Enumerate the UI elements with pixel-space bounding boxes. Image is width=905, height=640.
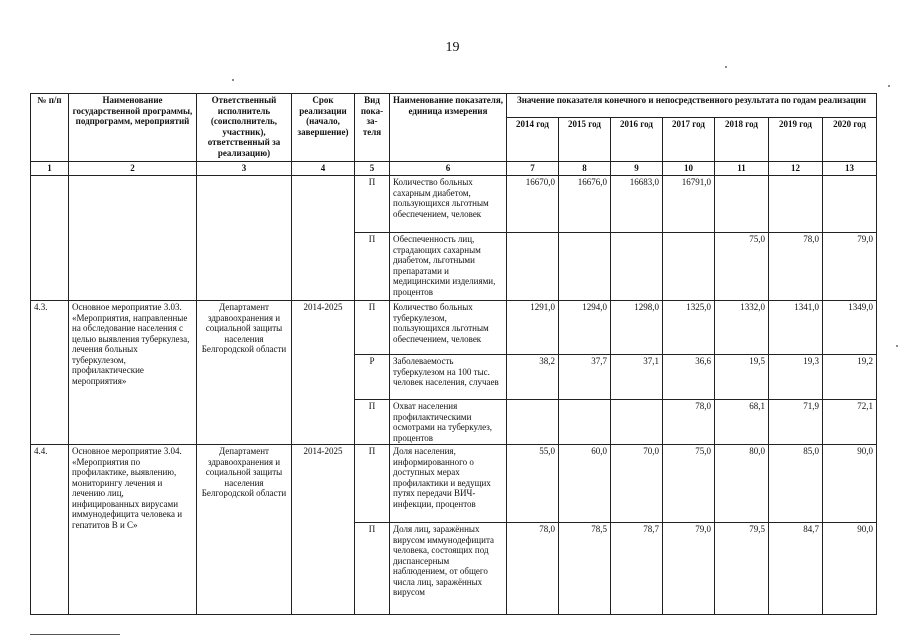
row-kind: П bbox=[355, 523, 390, 615]
header-year: 2015 год bbox=[559, 118, 611, 162]
row-value: 1325,0 bbox=[663, 301, 715, 355]
row-value: 55,0 bbox=[507, 445, 559, 523]
column-number: 8 bbox=[559, 162, 611, 176]
row-value bbox=[559, 400, 611, 445]
header-year: 2017 год bbox=[663, 118, 715, 162]
column-number: 1 bbox=[31, 162, 69, 176]
row-indicator: Заболеваемость туберкулезом на 100 тыс. человек населения, случаев bbox=[390, 355, 507, 400]
row-kind: П bbox=[355, 233, 390, 301]
row-exec bbox=[197, 176, 292, 301]
header-term: Срок реализации (начало, завершение) bbox=[292, 94, 355, 162]
row-value: 78,0 bbox=[769, 233, 823, 301]
row-value bbox=[823, 176, 877, 233]
row-value: 90,0 bbox=[823, 445, 877, 523]
row-value bbox=[663, 233, 715, 301]
row-value: 1341,0 bbox=[769, 301, 823, 355]
row-value: 38,2 bbox=[507, 355, 559, 400]
row-value bbox=[507, 400, 559, 445]
row-indicator: Доля лиц, заражённых вирусом иммунодефицита человека, состоящих под диспансерным наблюдением, от общего числа лиц, заражённых вирусом bbox=[390, 523, 507, 615]
scan-speck bbox=[725, 66, 727, 68]
table-row bbox=[31, 445, 877, 523]
row-value bbox=[559, 233, 611, 301]
column-number: 9 bbox=[611, 162, 663, 176]
column-number: 5 bbox=[355, 162, 390, 176]
row-exec: Департамент здравоохранения и социальной защиты населения Белгородской области bbox=[197, 301, 292, 445]
row-value: 37,7 bbox=[559, 355, 611, 400]
row-value: 1291,0 bbox=[507, 301, 559, 355]
row-value: 79,0 bbox=[823, 233, 877, 301]
row-kind: Р bbox=[355, 355, 390, 400]
row-kind: П bbox=[355, 301, 390, 355]
row-num bbox=[31, 176, 69, 301]
row-value: 1298,0 bbox=[611, 301, 663, 355]
row-value bbox=[611, 400, 663, 445]
row-kind: П bbox=[355, 445, 390, 523]
row-indicator: Доля населения, информированного о доступных мерах профилактики и ведущих путях передачи ВИЧ-инфекции, процентов bbox=[390, 445, 507, 523]
row-value: 84,7 bbox=[769, 523, 823, 615]
column-number: 3 bbox=[197, 162, 292, 176]
table-row bbox=[31, 176, 877, 233]
row-value: 19,3 bbox=[769, 355, 823, 400]
row-value: 70,0 bbox=[611, 445, 663, 523]
row-name bbox=[69, 176, 197, 301]
row-value: 1294,0 bbox=[559, 301, 611, 355]
header-values-group: Значение показателя конечного и непосредственного результата по годам реализации bbox=[507, 94, 877, 118]
row-value: 79,5 bbox=[715, 523, 769, 615]
row-value: 37,1 bbox=[611, 355, 663, 400]
column-number: 13 bbox=[823, 162, 877, 176]
table-row bbox=[31, 301, 877, 355]
row-indicator: Количество больных сахарным диабетом, пользующихся льготным обеспечением, человек bbox=[390, 176, 507, 233]
row-num: 4.3. bbox=[31, 301, 69, 445]
row-value: 78,0 bbox=[507, 523, 559, 615]
scan-speck bbox=[232, 79, 234, 81]
row-value: 75,0 bbox=[715, 233, 769, 301]
row-value: 79,0 bbox=[663, 523, 715, 615]
header-year: 2019 год bbox=[769, 118, 823, 162]
header-year: 2016 год bbox=[611, 118, 663, 162]
scan-speck bbox=[896, 345, 898, 347]
row-value: 1349,0 bbox=[823, 301, 877, 355]
column-number: 6 bbox=[390, 162, 507, 176]
row-value: 16676,0 bbox=[559, 176, 611, 233]
row-value: 72,1 bbox=[823, 400, 877, 445]
row-value: 90,0 bbox=[823, 523, 877, 615]
row-value: 85,0 bbox=[769, 445, 823, 523]
header-year: 2014 год bbox=[507, 118, 559, 162]
header-num: № п/п bbox=[31, 94, 69, 162]
header-indicator: Наименование показателя, единица измерения bbox=[390, 94, 507, 162]
row-value: 75,0 bbox=[663, 445, 715, 523]
row-value: 16683,0 bbox=[611, 176, 663, 233]
row-term: 2014-2025 bbox=[292, 445, 355, 615]
header-kind: Вид пока-за-теля bbox=[355, 94, 390, 162]
row-value: 71,9 bbox=[769, 400, 823, 445]
row-value: 19,2 bbox=[823, 355, 877, 400]
row-value: 78,5 bbox=[559, 523, 611, 615]
row-exec: Департамент здравоохранения и социальной защиты населения Белгородской области bbox=[197, 445, 292, 615]
row-value: 78,0 bbox=[663, 400, 715, 445]
row-num: 4.4. bbox=[31, 445, 69, 615]
column-number: 7 bbox=[507, 162, 559, 176]
row-value: 19,5 bbox=[715, 355, 769, 400]
row-value: 36,6 bbox=[663, 355, 715, 400]
row-value bbox=[611, 233, 663, 301]
row-value bbox=[715, 176, 769, 233]
header-year: 2020 год bbox=[823, 118, 877, 162]
scan-speck bbox=[888, 85, 890, 87]
row-value bbox=[769, 176, 823, 233]
row-indicator: Количество больных туберкулезом, пользующихся льготным обеспечением, человек bbox=[390, 301, 507, 355]
row-value: 16670,0 bbox=[507, 176, 559, 233]
row-value: 78,7 bbox=[611, 523, 663, 615]
program-table bbox=[30, 93, 877, 615]
row-value: 16791,0 bbox=[663, 176, 715, 233]
row-term: 2014-2025 bbox=[292, 301, 355, 445]
row-term bbox=[292, 176, 355, 301]
row-value: 68,1 bbox=[715, 400, 769, 445]
row-value: 1332,0 bbox=[715, 301, 769, 355]
row-indicator: Обеспеченность лиц, страдающих сахарным диабетом, льготными препаратами и медицинскими изделиями, процентов bbox=[390, 233, 507, 301]
row-value: 60,0 bbox=[559, 445, 611, 523]
footnote-rule bbox=[30, 634, 120, 635]
row-name: Основное мероприятие 3.03. «Мероприятия, направленные на обследование населения с целью выявления туберкулеза, лечения больных туберкулезом, профилактические мероприятия» bbox=[69, 301, 197, 445]
column-number: 10 bbox=[663, 162, 715, 176]
column-number: 4 bbox=[292, 162, 355, 176]
row-name: Основное мероприятие 3.04. «Мероприятия по профилактике, выявлению, мониторингу лечения и лечению лиц, инфицированных вирусами иммунодефицита человека и гепатитов В и С» bbox=[69, 445, 197, 615]
column-number: 11 bbox=[715, 162, 769, 176]
row-value: 80,0 bbox=[715, 445, 769, 523]
row-value bbox=[507, 233, 559, 301]
column-number: 2 bbox=[69, 162, 197, 176]
column-number-row bbox=[31, 162, 877, 176]
page-number: 19 bbox=[445, 40, 460, 55]
row-kind: П bbox=[355, 400, 390, 445]
row-indicator: Охват населения профилактическими осмотрами на туберкулез, процентов bbox=[390, 400, 507, 445]
header-name: Наименование государственной программы, подпрограмм, мероприятий bbox=[69, 94, 197, 162]
column-number: 12 bbox=[769, 162, 823, 176]
header-exec: Ответственный исполнитель (соисполнитель, участник), ответственный за реализацию) bbox=[197, 94, 292, 162]
header-year: 2018 год bbox=[715, 118, 769, 162]
row-kind: П bbox=[355, 176, 390, 233]
